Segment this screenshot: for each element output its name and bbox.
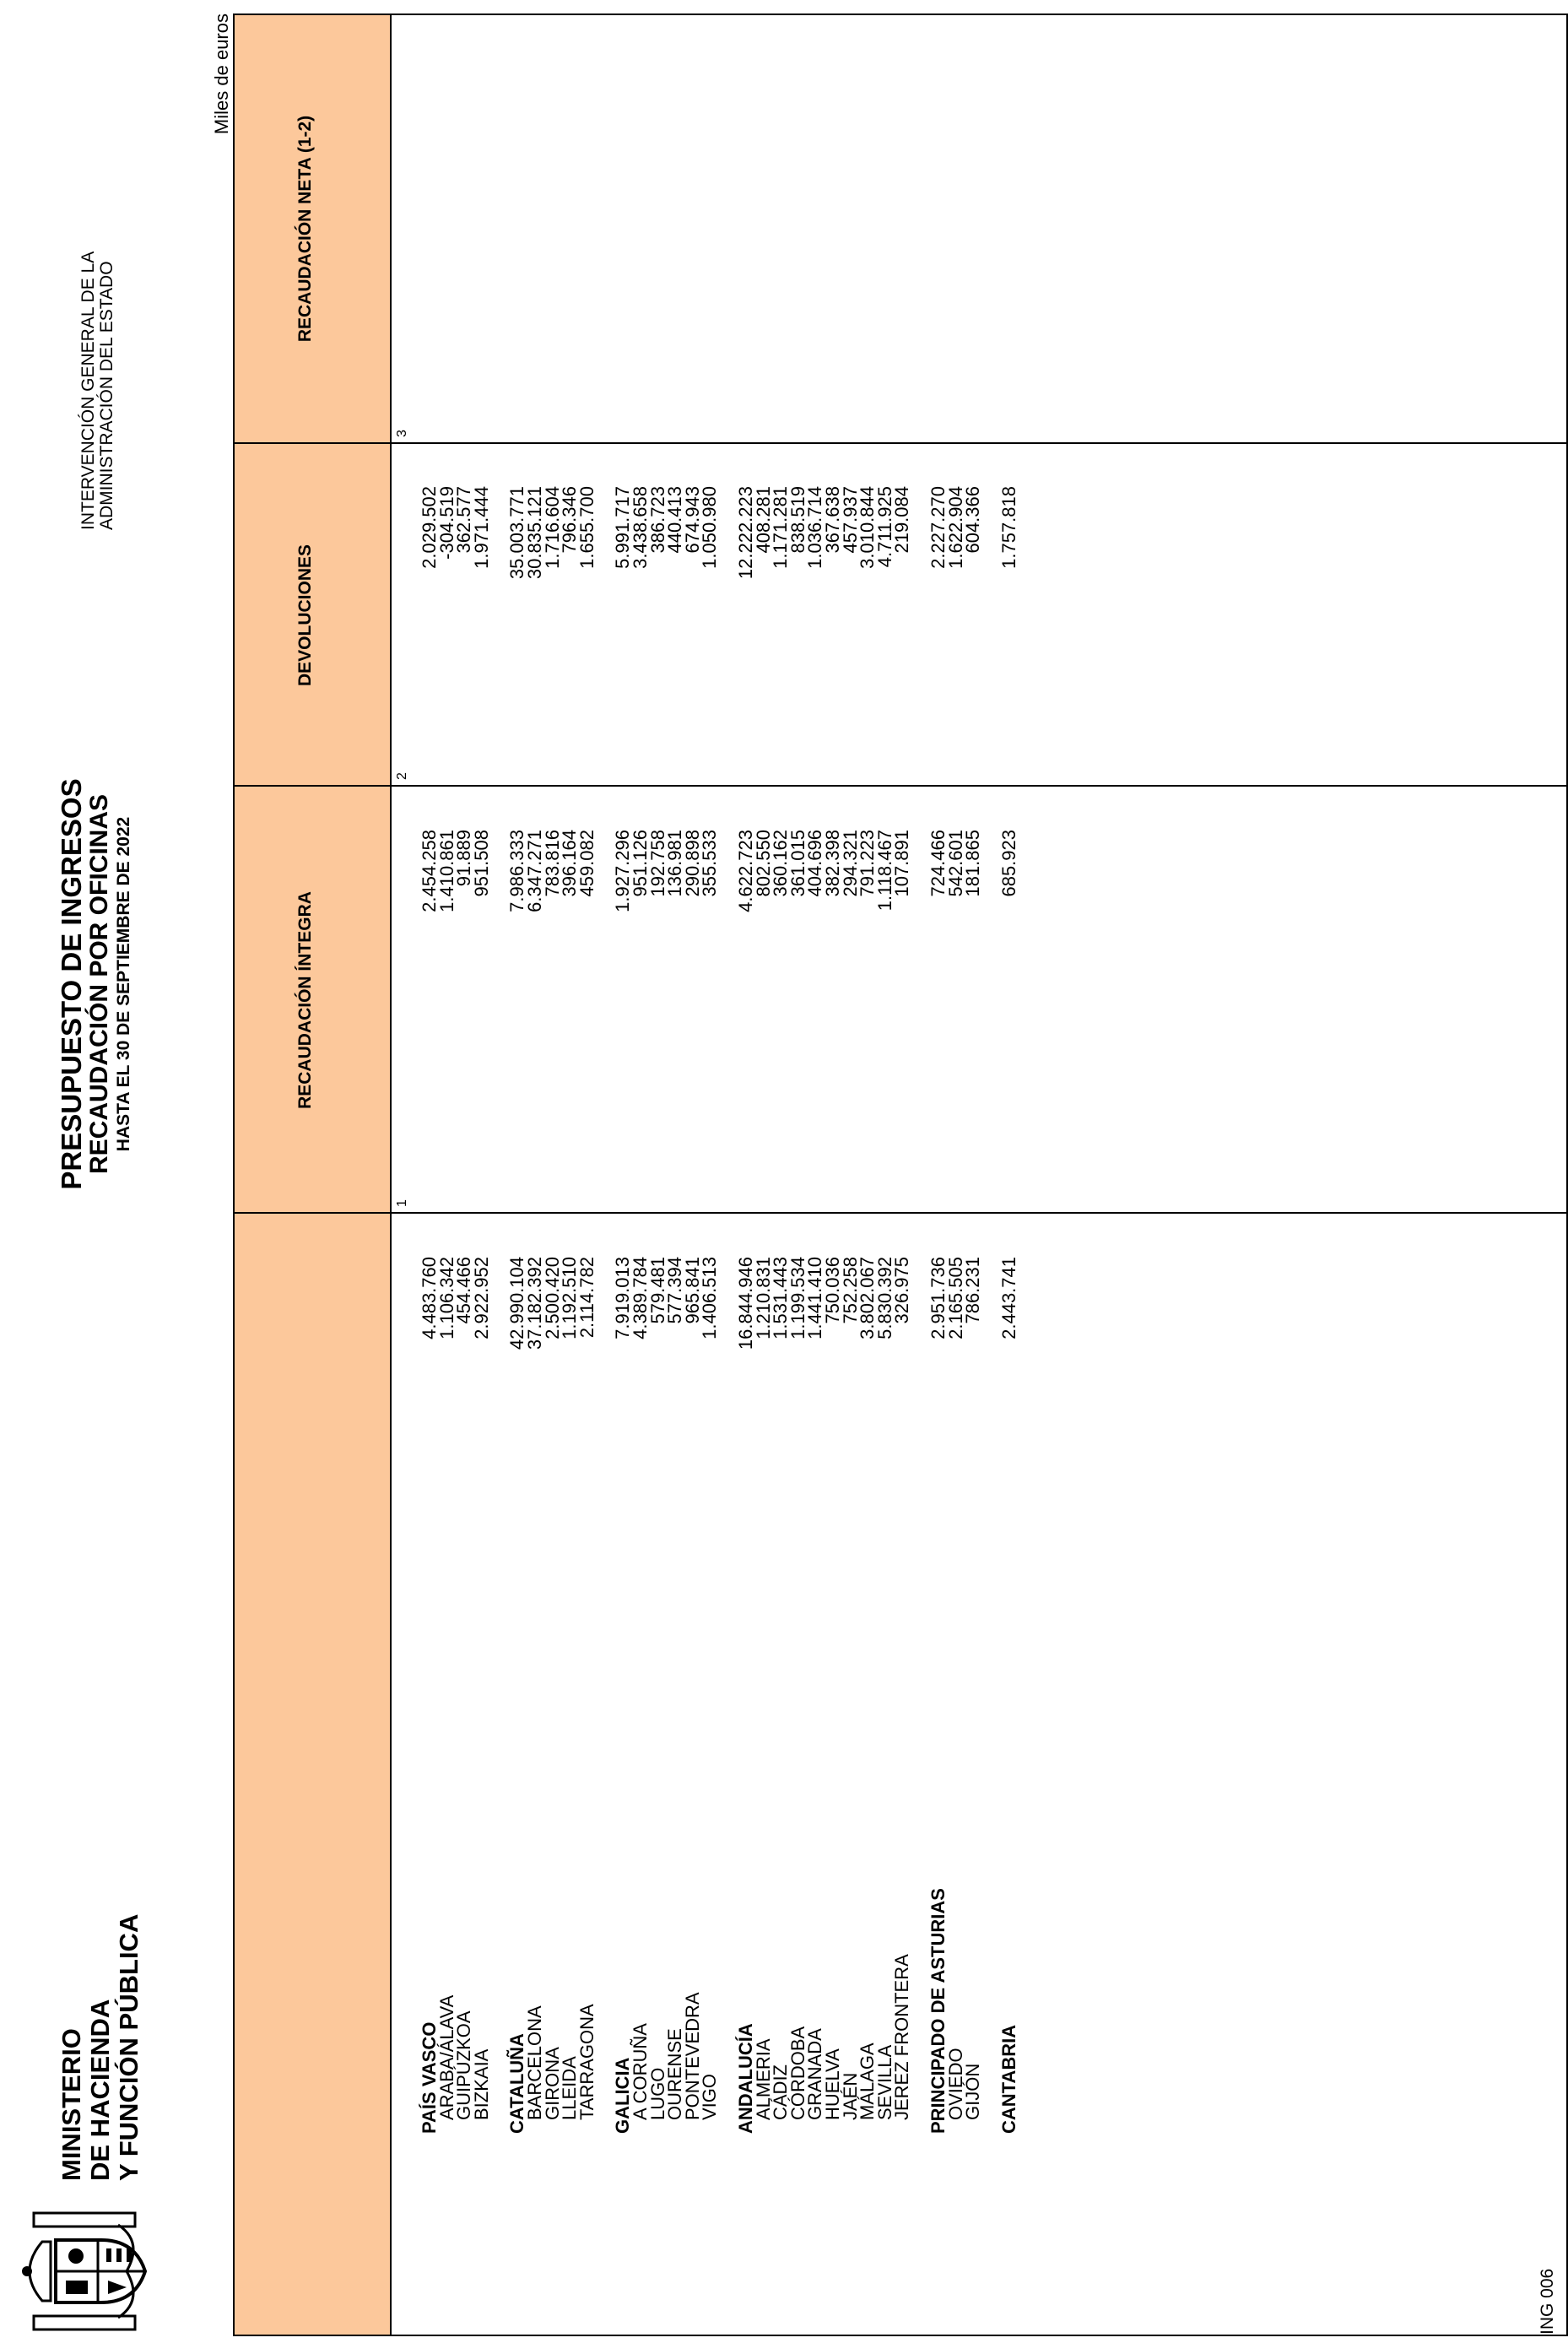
cell-neta: 362.577 bbox=[453, 486, 475, 554]
cell-integra: 1.441.410 bbox=[804, 1257, 826, 1339]
cell-devoluciones: 1.410.861 bbox=[435, 830, 457, 912]
cell-neta: 1.171.281 bbox=[770, 486, 792, 569]
row-label: GRANADA bbox=[804, 2028, 826, 2120]
cell-integra: 2.951.736 bbox=[927, 1257, 949, 1339]
cell-neta: 3.438.658 bbox=[630, 486, 651, 569]
cell-integra: 42.990.104 bbox=[506, 1257, 528, 1350]
column-divider bbox=[233, 442, 1568, 444]
cell-integra: 1.210.831 bbox=[752, 1257, 774, 1339]
cell-devoluciones: 1.927.296 bbox=[612, 830, 634, 912]
cell-neta: 796.346 bbox=[559, 486, 581, 554]
cell-devoluciones: 396.164 bbox=[559, 830, 581, 897]
row-label: BARCELONA bbox=[524, 2005, 545, 2120]
cell-integra: 4.389.784 bbox=[630, 1257, 651, 1339]
cell-devoluciones: 1.118.467 bbox=[873, 830, 895, 912]
cell-neta: 30.835.121 bbox=[524, 486, 545, 580]
cell-integra: 1.106.342 bbox=[435, 1257, 457, 1339]
cell-devoluciones: 802.550 bbox=[752, 830, 774, 897]
cell-devoluciones: 791.223 bbox=[857, 830, 879, 897]
cell-devoluciones: 783.816 bbox=[541, 830, 563, 897]
cell-integra: 326.975 bbox=[891, 1257, 913, 1324]
cell-neta: 1.036.714 bbox=[804, 486, 826, 569]
cell-devoluciones: 181.865 bbox=[962, 830, 984, 897]
row-label: ARABA/ÁLAVA bbox=[435, 1994, 457, 2120]
cell-neta: 604.366 bbox=[962, 486, 984, 554]
ministry-line: MINISTERIO bbox=[57, 2028, 86, 2181]
ministry-name bbox=[57, 1914, 143, 2181]
cell-integra: 577.394 bbox=[664, 1257, 686, 1324]
cell-neta: 2.029.502 bbox=[419, 486, 440, 569]
cell-neta: 386.723 bbox=[646, 486, 668, 554]
cell-neta: 219.084 bbox=[891, 486, 913, 554]
column-header-devoluciones: DEVOLUCIONES bbox=[295, 544, 315, 687]
cell-integra: 3.802.067 bbox=[857, 1257, 879, 1339]
row-label: BIZKAIA bbox=[470, 2048, 492, 2120]
cell-neta: 1.716.604 bbox=[541, 486, 563, 569]
cell-neta: 457.937 bbox=[839, 486, 861, 554]
cell-integra: 7.919.013 bbox=[612, 1257, 634, 1339]
row-label: HUELVA bbox=[822, 2048, 843, 2120]
ministry-line: Y FUNCIÓN PÚBLICA bbox=[114, 1913, 143, 2181]
cell-devoluciones: 7.986.333 bbox=[506, 830, 528, 912]
igae-line: ADMINISTRACIÓN DEL ESTADO bbox=[97, 261, 116, 530]
cell-devoluciones: 724.466 bbox=[927, 830, 949, 897]
cell-devoluciones: 542.601 bbox=[944, 830, 966, 897]
cell-neta: 838.519 bbox=[787, 486, 808, 554]
cell-devoluciones: 4.622.723 bbox=[735, 830, 756, 912]
row-label: ANDALUCÍA bbox=[735, 2023, 756, 2134]
cell-integra: 4.483.760 bbox=[419, 1257, 440, 1339]
cell-devoluciones: 91.889 bbox=[453, 830, 475, 887]
cell-devoluciones: 107.891 bbox=[891, 830, 913, 897]
document-code: ING 006 bbox=[1538, 2268, 1557, 2335]
date-line: HASTA EL 30 DE SEPTIEMBRE DE 2022 bbox=[114, 816, 133, 1152]
cell-devoluciones: 685.923 bbox=[998, 830, 1019, 897]
row-label: LUGO bbox=[646, 2067, 668, 2120]
cell-devoluciones: 951.126 bbox=[630, 830, 651, 897]
cell-integra: 454.466 bbox=[453, 1257, 475, 1324]
cell-devoluciones: 951.508 bbox=[470, 830, 492, 897]
column-divider bbox=[233, 785, 1568, 787]
cell-devoluciones: 361.015 bbox=[787, 830, 808, 897]
cell-neta: 674.943 bbox=[681, 486, 703, 554]
cell-neta: 3.010.844 bbox=[857, 486, 879, 569]
row-label: CATALUÑA bbox=[506, 2033, 528, 2134]
cell-devoluciones: 404.696 bbox=[804, 830, 826, 897]
row-label: CÁDIZ bbox=[770, 2064, 792, 2120]
cell-neta: 1.757.818 bbox=[998, 486, 1019, 569]
cell-neta: -304.519 bbox=[435, 486, 457, 560]
row-label: GUIPÚZKOA bbox=[453, 2010, 475, 2120]
row-label: OURENSE bbox=[664, 2028, 686, 2120]
cell-integra: 2.114.782 bbox=[576, 1257, 597, 1339]
cell-neta: 12.222.223 bbox=[735, 486, 756, 580]
row-label: SEVILLA bbox=[873, 2044, 895, 2120]
column-number: 3 bbox=[395, 430, 409, 437]
cell-neta: 408.281 bbox=[752, 486, 774, 554]
cell-neta: 1.622.904 bbox=[944, 486, 966, 569]
cell-integra: 1.199.534 bbox=[787, 1257, 808, 1339]
cell-devoluciones: 355.533 bbox=[699, 830, 721, 897]
row-label: JEREZ FRONTERA bbox=[891, 1954, 913, 2120]
cell-integra: 2.922.952 bbox=[470, 1257, 492, 1339]
cell-integra: 5.830.392 bbox=[873, 1257, 895, 1339]
cell-devoluciones: 290.898 bbox=[681, 830, 703, 897]
cell-neta: 1.971.444 bbox=[470, 486, 492, 569]
cell-neta: 4.711.925 bbox=[873, 486, 895, 568]
row-label: GIRONA bbox=[541, 2047, 563, 2120]
cell-devoluciones: 136.981 bbox=[664, 830, 686, 897]
row-label: ALMERIA bbox=[752, 2038, 774, 2120]
igae-line: INTERVENCIÓN GENERAL DE LA bbox=[78, 251, 98, 530]
cell-integra: 2.500.420 bbox=[541, 1257, 563, 1339]
cell-neta: 367.638 bbox=[822, 486, 843, 554]
column-number: 2 bbox=[395, 772, 409, 780]
row-label: CÓRDOBA bbox=[787, 2026, 808, 2120]
cell-neta: 440.413 bbox=[664, 486, 686, 554]
cell-neta: 1.050.980 bbox=[699, 486, 721, 569]
cell-neta: 5.991.717 bbox=[612, 486, 634, 569]
cell-integra: 579.481 bbox=[646, 1257, 668, 1324]
page-title: PRESUPUESTO DE INGRESOS bbox=[56, 778, 87, 1190]
cell-integra: 752.258 bbox=[839, 1257, 861, 1324]
cell-integra: 2.165.505 bbox=[944, 1257, 966, 1339]
cell-integra: 37.182.392 bbox=[524, 1257, 545, 1350]
column-divider bbox=[233, 1212, 1568, 1214]
column-header-neta: RECAUDACIÓN NETA (1-2) bbox=[295, 115, 315, 343]
cell-integra: 2.443.741 bbox=[998, 1257, 1019, 1339]
document-titles bbox=[57, 562, 135, 1406]
cell-neta: 35.003.771 bbox=[506, 486, 528, 580]
cell-integra: 750.036 bbox=[822, 1257, 843, 1324]
cell-integra: 1.531.443 bbox=[770, 1257, 792, 1339]
units-label: Miles de euros bbox=[211, 14, 232, 135]
row-label: PAÍS VASCO bbox=[419, 2021, 440, 2134]
cell-devoluciones: 294.321 bbox=[839, 830, 861, 897]
row-label: CANTABRIA bbox=[998, 2024, 1019, 2134]
cell-neta: 1.655.700 bbox=[576, 486, 597, 569]
row-label: GALICIA bbox=[612, 2057, 634, 2134]
ministry-line: DE HACIENDA bbox=[85, 1999, 115, 2181]
coat-of-arms-icon bbox=[17, 2208, 150, 2335]
cell-neta: 2.227.270 bbox=[927, 486, 949, 569]
row-label: JAÉN bbox=[839, 2072, 861, 2120]
cell-devoluciones: 192.758 bbox=[646, 830, 668, 897]
cell-integra: 1.192.510 bbox=[559, 1257, 581, 1339]
column-header-integra: RECAUDACIÓN ÍNTEGRA bbox=[295, 891, 315, 1109]
row-label: GIJÓN bbox=[962, 2063, 984, 2120]
row-label: LLEIDA bbox=[559, 2056, 581, 2120]
row-label: PRINCIPADO DE ASTURIAS bbox=[927, 1888, 949, 2134]
page-subtitle: RECAUDACIÓN POR OFICINAS bbox=[85, 794, 113, 1175]
cell-integra: 1.406.513 bbox=[699, 1257, 721, 1339]
cell-integra: 786.231 bbox=[962, 1257, 984, 1324]
cell-devoluciones: 382.398 bbox=[822, 830, 843, 897]
row-label: TARRAGONA bbox=[576, 2004, 597, 2120]
cell-devoluciones: 360.162 bbox=[770, 830, 792, 897]
row-label: OVIEDO bbox=[944, 2048, 966, 2120]
cell-devoluciones: 2.454.258 bbox=[419, 830, 440, 912]
cell-devoluciones: 459.082 bbox=[576, 830, 597, 897]
row-label: A CORUÑA bbox=[630, 2023, 651, 2120]
row-label: VIGO bbox=[699, 2073, 721, 2120]
column-number: 1 bbox=[395, 1199, 409, 1207]
cell-integra: 16.844.946 bbox=[735, 1257, 756, 1350]
row-label: MÁLAGA bbox=[857, 2043, 879, 2120]
row-label: PONTEVEDRA bbox=[681, 1992, 703, 2120]
cell-integra: 965.841 bbox=[681, 1257, 703, 1324]
igae-label bbox=[79, 226, 116, 530]
cell-devoluciones: 6.347.271 bbox=[524, 830, 545, 912]
